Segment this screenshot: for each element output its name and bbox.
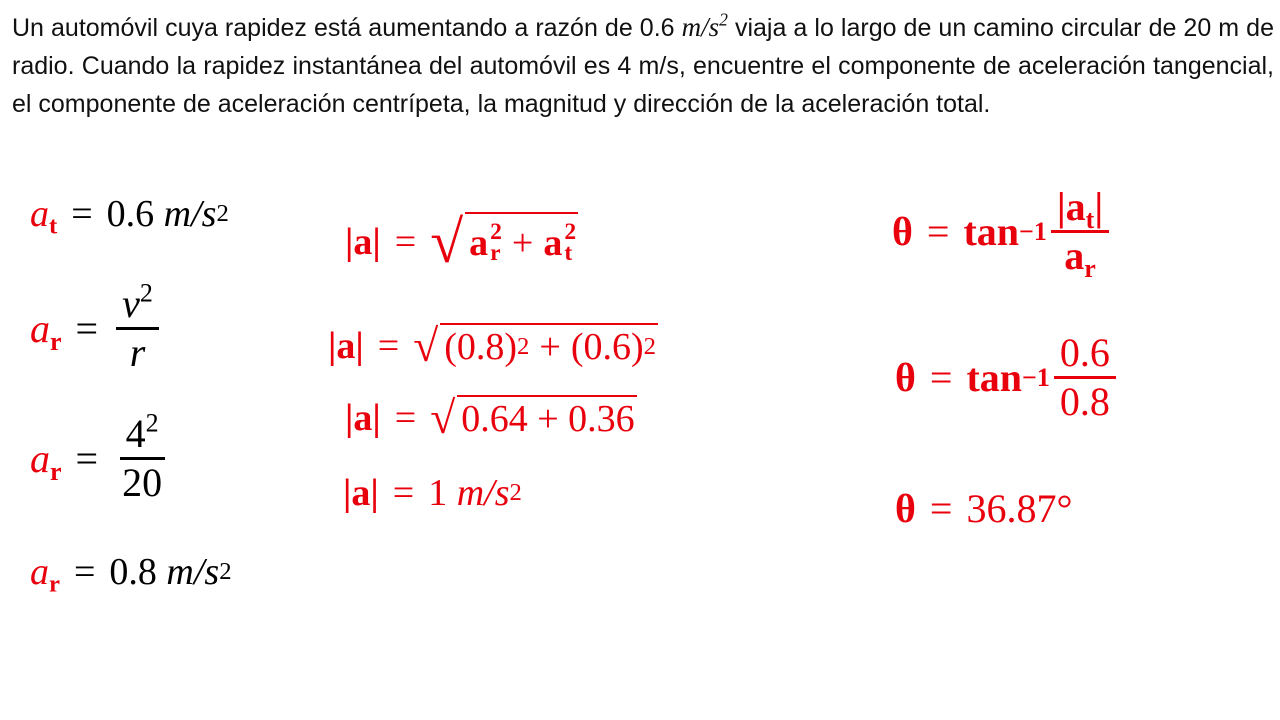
problem-text-part1: Un automóvil cuya rapidez está aumentando a razón de 0.6: [12, 14, 675, 42]
ar-symbol: $a_r$: [30, 306, 62, 356]
eq-magnitude-substitution: |a| = √ (0.8) 2 + (0.6) 2: [328, 320, 656, 371]
eq-magnitude-result: |a| = 1 m/s 2: [343, 472, 522, 514]
eq-angle-substitution: θ = tan −1 $\frac{0.6}{0.8}$: [895, 332, 1116, 423]
problem-statement: [12, 8, 1274, 123]
eq-radial-formula: $a_r$ = $\frac{v^2}{r}$: [30, 283, 159, 374]
fraction-06-over-08: $\frac{0.6}{0.8}$: [1054, 332, 1116, 423]
problem-text-part2: viaja a lo largo de un camino circular de 20 m de radio. Cuando la rapidez instantánea del automóvil es 4 m/s, encuentre el componente de aceleración tangencial, el componente de aceleración centrípeta, la magnitud y dirección de la aceleración total.: [12, 14, 1274, 118]
eq-magnitude-squares: |a| = √ 0.64 + 0.36: [345, 392, 635, 443]
sqrt-sum-of-squares: √ a 2 r + a 2 t: [430, 209, 577, 275]
eq-tangential-acceleration: $a_t$ = 0.6 m/s 2: [30, 193, 229, 240]
eq-radial-result: $a_r$ = 0.8 m/s 2: [30, 551, 232, 598]
fraction-16-over-20: $\frac{4^2}{20}$: [116, 413, 168, 504]
fraction-v2-over-r: $\frac{v^2}{r}$: [116, 283, 159, 374]
problem-unit: $m/s^2$: [681, 9, 728, 42]
at-symbol: $a_t$: [30, 193, 58, 240]
eq-angle-result: θ = 36.87°: [895, 486, 1073, 531]
eq-angle-formula: θ = tan −1 $\frac{|a_t|}{a_r}$: [892, 186, 1109, 277]
eq-radial-substitution: $a_r$ = $\frac{4^2}{20}$: [30, 413, 168, 504]
fraction-at-over-ar: $\frac{|a_t|}{a_r}$: [1051, 186, 1109, 277]
eq-magnitude-formula: |a| = √ a 2 r + a 2 t: [345, 209, 577, 275]
